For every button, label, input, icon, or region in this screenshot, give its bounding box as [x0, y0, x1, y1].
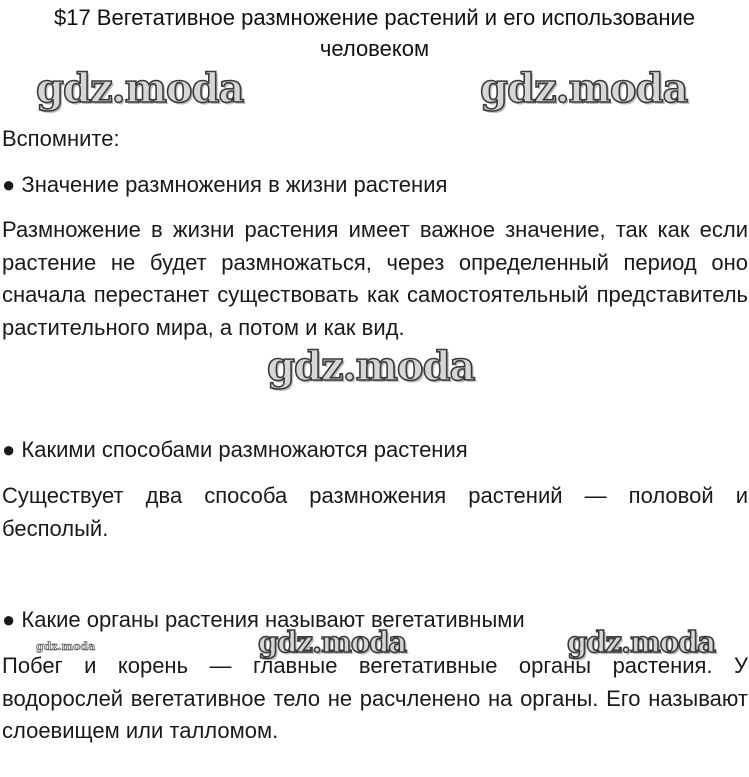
- section-heading: ● Какими способами размножаются растения: [2, 437, 468, 462]
- remember-label: Вспомните:: [2, 126, 120, 151]
- watermark: gdz.moda: [36, 65, 244, 112]
- section-answer: Существует два способа размножения растений — половой и бесполый.: [2, 483, 748, 541]
- watermark: gdz.moda: [258, 625, 407, 659]
- watermark: gdz.moda: [480, 65, 688, 112]
- section-answer: Побег и корень — главные вегетативные органы растения. У водорослей вегетативное тело не расчленено на органы. Его называют слоевищем или талломом.: [2, 653, 748, 743]
- watermark: gdz.moda: [567, 625, 716, 659]
- page-title: $17 Вегетативное размножение растений и его использование человеком: [53, 5, 696, 61]
- section-heading: ● Значение размножения в жизни растения: [2, 172, 448, 197]
- section-heading: ● Какие органы растения называют вегетативными: [2, 607, 525, 632]
- section-answer: Размножение в жизни растения имеет важное значение, так как если растение не будет размножаться, через определенный период оно сначала перестанет существовать как самостоятельный представитель растительного мира, а потом и как вид.: [2, 217, 748, 340]
- watermark: gdz.moda: [36, 640, 96, 653]
- watermark: gdz.moda: [267, 343, 475, 390]
